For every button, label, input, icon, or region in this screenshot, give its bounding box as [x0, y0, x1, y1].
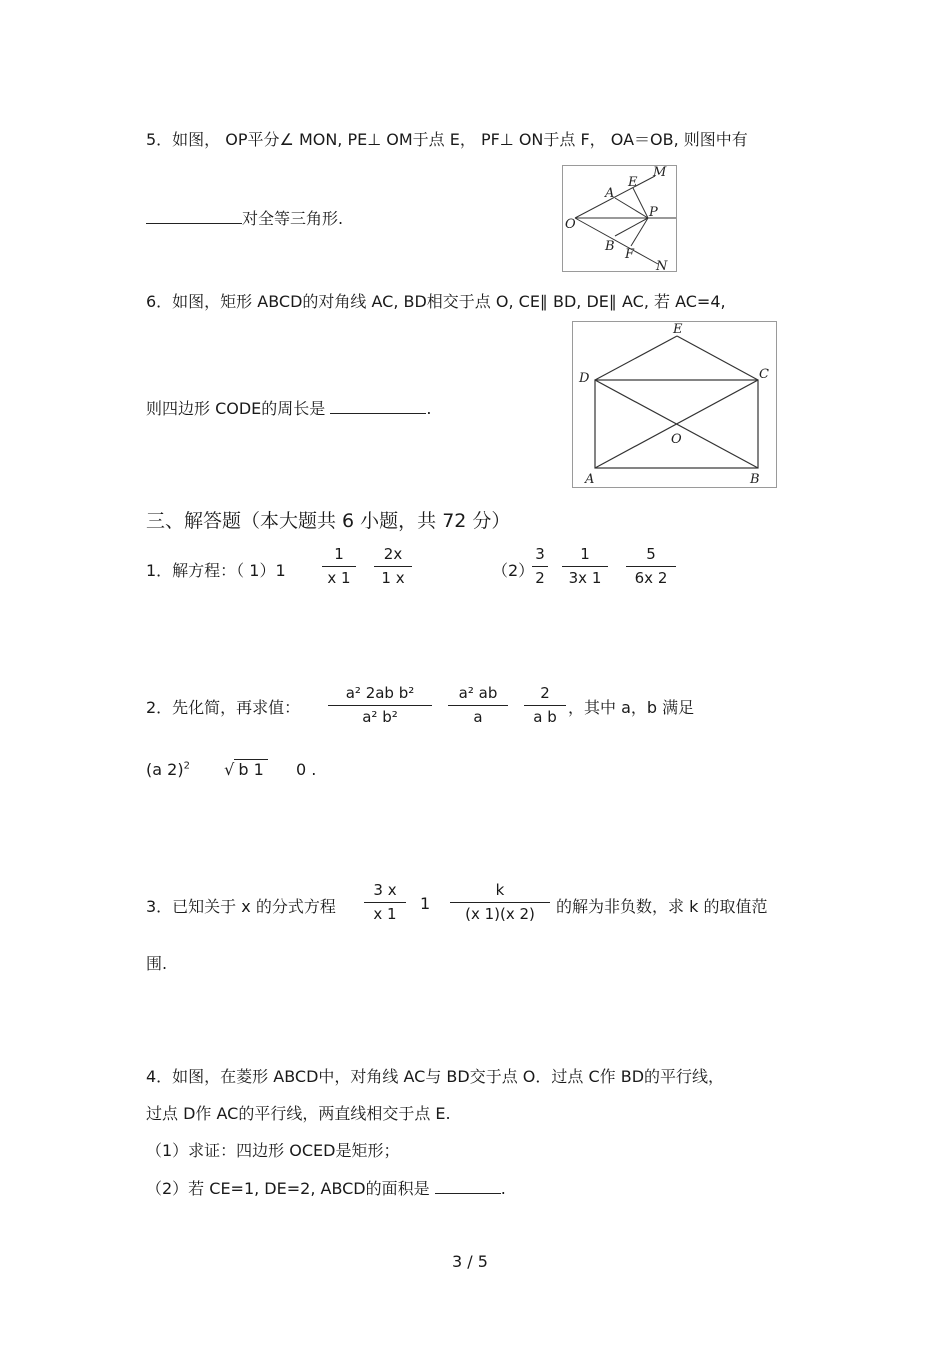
q5-text: 5．如图， OP平分∠ MON, PE⊥ OM于点 E， PF⊥ ON于点 F， OA＝OB, 则图中有	[146, 130, 748, 149]
p1-f2-den: 1 x	[381, 569, 405, 587]
p4-line4-prefix: （2）若 CE=1, DE=2, ABCD的面积是	[146, 1179, 430, 1198]
p1-g3-num: 5	[646, 545, 656, 563]
p2-fraction-1	[328, 684, 432, 726]
fig5-label-o: O	[565, 217, 576, 232]
p1-f2-num: 2x	[383, 545, 403, 563]
p3-mid: 1	[420, 894, 431, 913]
p2-fraction-3	[524, 684, 566, 726]
fig5-label-e: E	[628, 175, 638, 190]
p1-g2-den: 3x 1	[568, 569, 602, 587]
p1-fraction-2	[374, 545, 412, 587]
q6-text: 6．如图，矩形 ABCD的对角线 AC, BD相交于点 O, CE∥ BD, DE∥ AC, 若 AC=4,	[146, 292, 726, 311]
p2-cond-end: 0 .	[295, 760, 317, 779]
p2-cond-a: (a 2)	[146, 760, 184, 779]
fig6-label-e: E	[673, 322, 683, 337]
q6-answer-line	[146, 396, 431, 419]
p1-g2-num: 1	[580, 545, 590, 563]
p1-fraction-4	[562, 545, 608, 587]
q6-blank[interactable]	[330, 397, 426, 414]
p3-f2-num: k	[495, 881, 505, 899]
fig5-label-p: P	[649, 205, 658, 220]
p2-f2-den: a	[473, 708, 483, 726]
p1-f1-den: x 1	[327, 569, 351, 587]
fig6-label-a: A	[585, 472, 595, 487]
p1-g1-den: 2	[535, 569, 545, 587]
p2-f2-num: a² ab	[458, 684, 498, 702]
p2-cond-exp: 2	[183, 760, 190, 772]
fig5-label-b: B	[605, 239, 615, 254]
p1-f1-num: 1	[334, 545, 344, 563]
p3-f1-num: 3 x	[373, 881, 397, 899]
sqrt-icon: √	[224, 760, 235, 779]
p4-line3: （1）求证：四边形 OCED是矩形；	[146, 1141, 400, 1160]
p2-f3-den: a b	[533, 708, 557, 726]
fig5-label-m: M	[653, 166, 667, 180]
fig6-label-o: O	[671, 432, 682, 447]
p4-line2: 过点 D作 AC的平行线，两直线相交于点 E.	[146, 1104, 451, 1123]
p2-condition	[146, 760, 316, 779]
p2-after-text: ，其中 a，b 满足	[568, 698, 695, 717]
fig5-label-n: N	[656, 259, 668, 271]
q5-suffix: 对全等三角形.	[242, 209, 344, 228]
p1-g3-den: 6x 2	[634, 569, 668, 587]
p3-label: 3．已知关于 x 的分式方程	[146, 897, 336, 916]
p3-after-text: 的解为非负数，求 k 的取值范	[556, 897, 768, 916]
p3-fraction-1	[364, 881, 406, 923]
q5-answer-line	[146, 206, 343, 229]
p3-line2: 围.	[146, 954, 168, 973]
q5-blank[interactable]	[146, 207, 242, 224]
p4-line4-suffix: .	[500, 1179, 506, 1198]
q6-figure	[572, 321, 777, 488]
fig6-label-c: C	[759, 367, 769, 382]
p3-f2-den: (x 1)(x 2)	[465, 905, 535, 923]
fig5-label-f: F	[625, 247, 635, 262]
p1-label: 1．解方程：（ 1）1	[146, 561, 286, 580]
section-3-title: 三、解答题（本大题共 6 小题，共 72 分）	[146, 510, 511, 532]
fig6-label-b: B	[750, 472, 760, 487]
p1-fraction-1	[322, 545, 356, 587]
p1-fraction-5	[626, 545, 676, 587]
p4-line4	[146, 1176, 506, 1199]
p2-f1-den: a² b²	[362, 708, 398, 726]
fig6-label-d: D	[579, 371, 590, 386]
p2-label: 2．先化简，再求值：	[146, 698, 301, 717]
p2-f1-num: a² 2ab b²	[345, 684, 415, 702]
p1-fraction-3	[532, 545, 548, 587]
p1-part2-label: （2）	[492, 561, 535, 580]
fig5-label-a: A	[605, 186, 615, 201]
p4-line1: 4．如图，在菱形 ABCD中，对角线 AC与 BD交于点 O．过点 C作 BD的平行线，	[146, 1067, 725, 1086]
p3-f1-den: x 1	[373, 905, 397, 923]
p2-fraction-2	[448, 684, 508, 726]
q5-figure	[562, 165, 677, 272]
page-number: 3 / 5	[452, 1252, 488, 1271]
q6-suffix: .	[426, 399, 432, 418]
p2-cond-sqrt: b 1	[234, 759, 267, 779]
q6-prefix: 则四边形 CODE的周长是	[146, 399, 326, 418]
p4-blank[interactable]	[435, 1177, 501, 1194]
p1-g1-num: 3	[535, 545, 545, 563]
p3-fraction-2	[450, 881, 550, 923]
p2-f3-num: 2	[540, 684, 550, 702]
